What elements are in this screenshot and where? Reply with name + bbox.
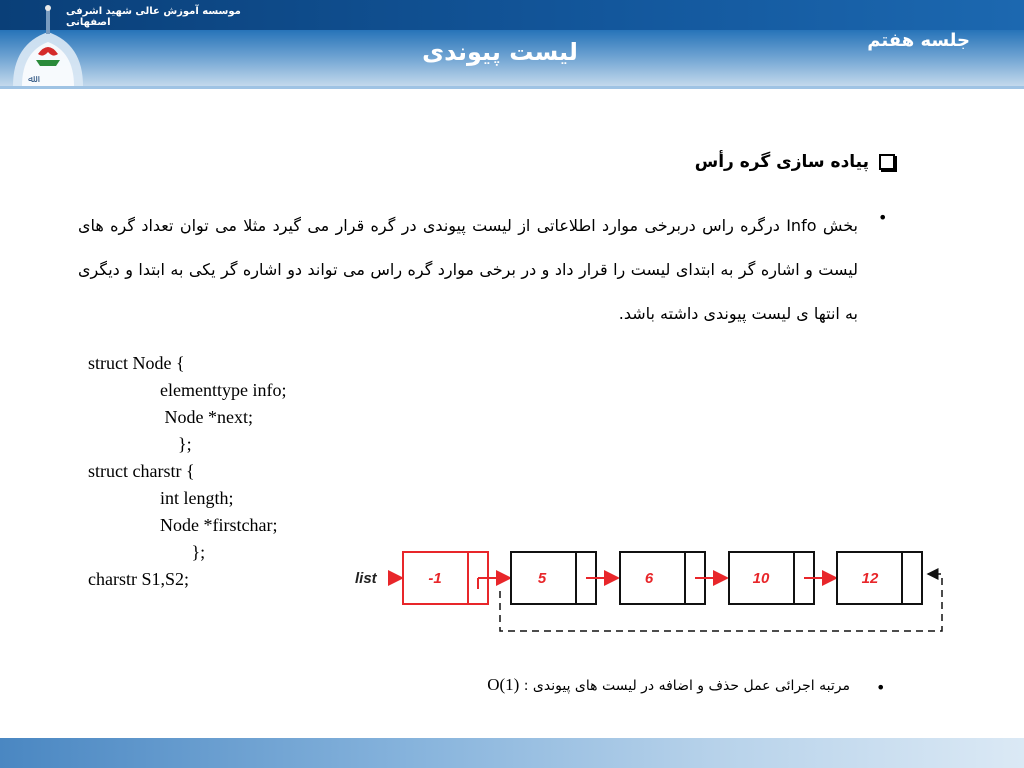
code-line: }; <box>88 542 206 562</box>
list-label: list <box>355 570 377 587</box>
code-line: Node *next; <box>88 407 253 427</box>
list-node <box>511 552 596 604</box>
linked-list-diagram <box>350 545 950 645</box>
code-line: charstr S1,S2; <box>88 569 189 589</box>
checkbox-bullet-icon <box>879 154 895 170</box>
code-line: }; <box>88 434 192 454</box>
institution-name: موسسه آموزش عالی شهید اشرفی اصفهانی <box>66 6 241 28</box>
complexity-order: O(1) <box>487 675 520 694</box>
description-paragraph: بخش Info درگره راس دربرخی موارد اطلاعاتی از لیست پیوندی در گره قرار می گیرد مثلا می توان تعداد گره های لیست و اشاره گر به ابتدای لیست را قرار داد و در برخی موارد گره راس می تواند دو اشاره گر یکی به ابتدا و دیگری به انتها ی لیست پیوندی داشته باشد. <box>78 216 859 323</box>
code-line: int length; <box>88 488 234 508</box>
footer-bar <box>0 738 1024 768</box>
header-divider <box>0 86 1024 89</box>
list-node <box>620 552 705 604</box>
slide-title: لیست پیوندی <box>422 38 578 66</box>
complexity-text: مرتبه اجرائی عمل حذف و اضافه در لیست های پیوندی : <box>523 678 850 694</box>
node-value: 6 <box>644 570 654 587</box>
subheading-text: پیاده سازی گره رأس <box>694 152 869 172</box>
node-value: 12 <box>861 570 879 587</box>
session-label: جلسه هفتم <box>867 30 970 51</box>
code-line: struct charstr { <box>88 461 195 481</box>
code-line: struct Node { <box>88 353 185 373</box>
code-line: Node *firstchar; <box>88 515 278 535</box>
complexity-note <box>430 675 850 695</box>
bullet-dot-icon: • <box>876 678 886 697</box>
svg-text:ﷲ: ﷲ <box>28 74 34 85</box>
header-node <box>403 552 488 604</box>
list-node <box>729 552 814 604</box>
node-value: 10 <box>752 570 770 587</box>
code-line: elementtype info; <box>88 380 287 400</box>
node-value: 5 <box>537 570 547 587</box>
header-bar <box>0 0 1024 88</box>
section-subheading <box>560 152 895 172</box>
header-node-value: -1 <box>428 570 442 587</box>
code-block <box>88 350 286 593</box>
list-node <box>837 552 922 604</box>
bullet-dot-icon: • <box>878 208 888 227</box>
